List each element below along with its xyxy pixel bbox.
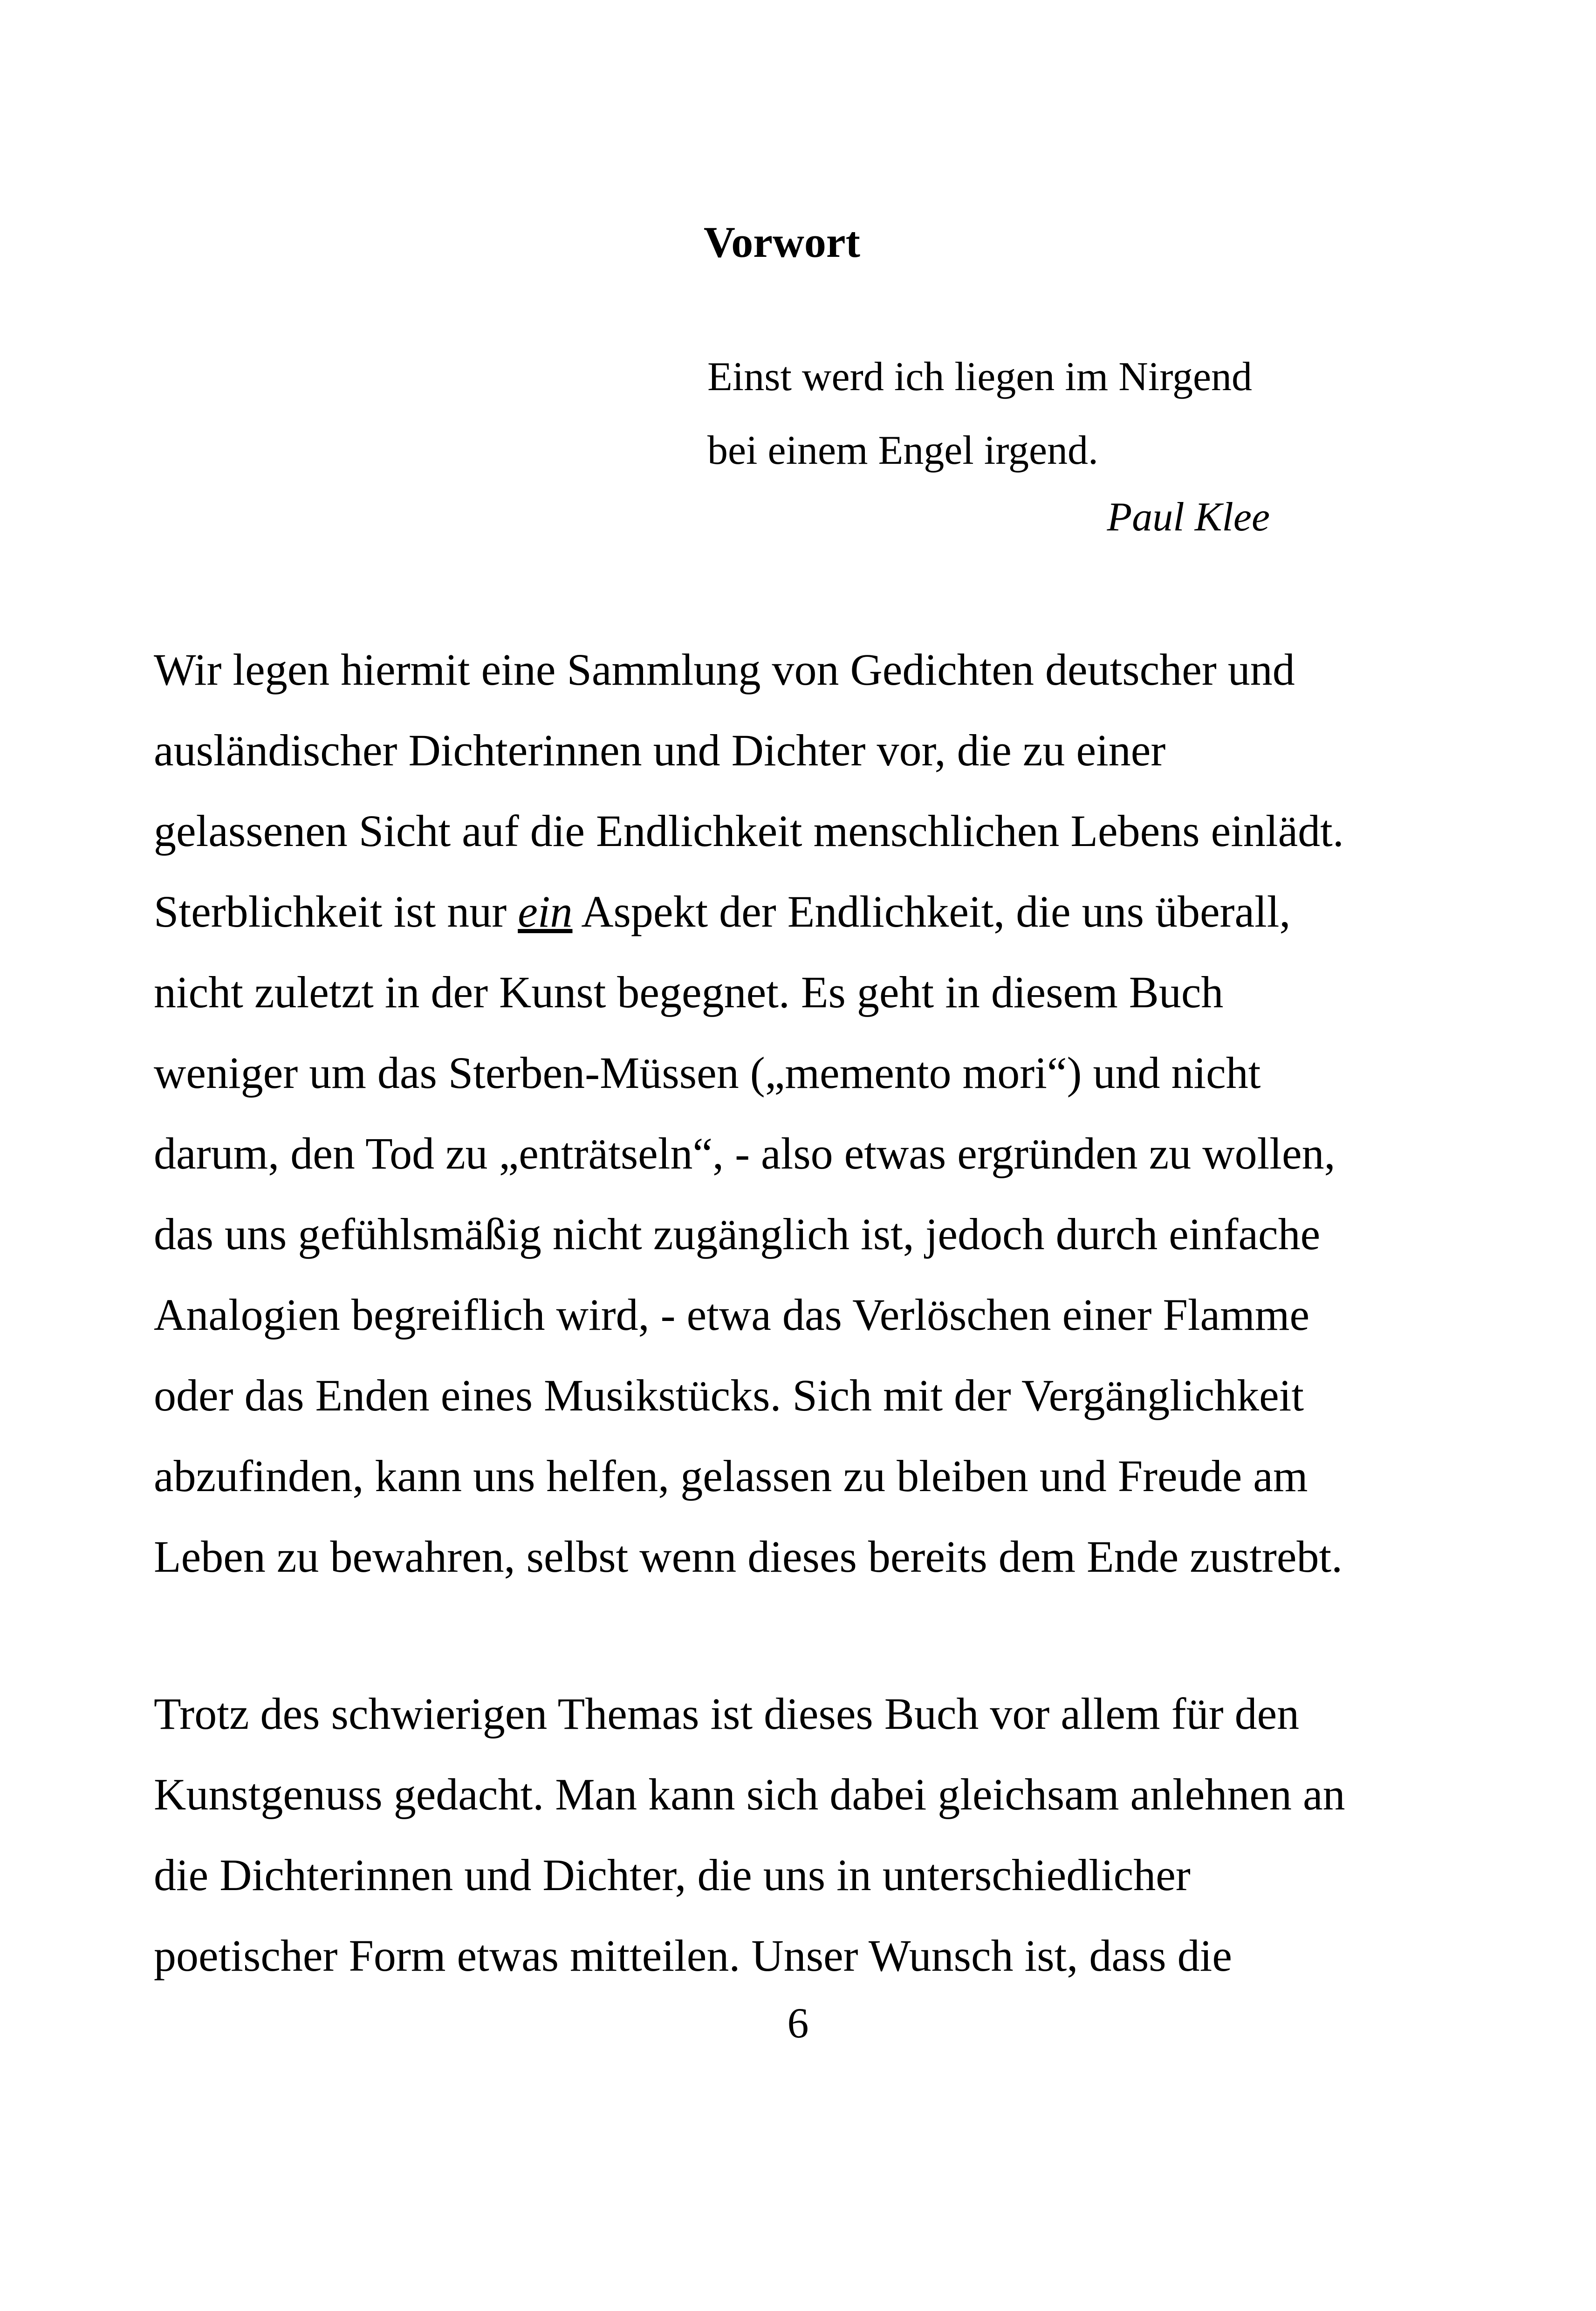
emphasized-word: ein: [518, 887, 573, 936]
text-line: die Dichterinnen und Dichter, die uns in unterschiedlicher: [154, 1850, 1191, 1900]
epigraph: [707, 340, 1252, 488]
text-line: Wir legen hiermit eine Sammlung von Gedichten deutscher und: [154, 645, 1295, 695]
epigraph-line: bei einem Engel irgend.: [707, 428, 1099, 473]
text-line: Leben zu bewahren, selbst wenn dieses bereits dem Ende zustrebt.: [154, 1532, 1343, 1582]
page-title: Vorwort: [704, 218, 860, 267]
text-line: das uns gefühlsmäßig nicht zugänglich ist, jedoch durch einfache: [154, 1209, 1321, 1259]
text-line: darum, den Tod zu „enträtseln“, - also etwas ergründen zu wollen,: [154, 1128, 1336, 1178]
text-line: oder das Enden eines Musikstücks. Sich mit der Vergänglichkeit: [154, 1370, 1304, 1420]
text-line: nicht zuletzt in der Kunst begegnet. Es geht in diesem Buch: [154, 967, 1224, 1017]
page-number: 6: [787, 1999, 809, 2047]
text-line: [154, 871, 1459, 952]
text-line: gelassenen Sicht auf die Endlichkeit menschlichen Lebens einlädt.: [154, 806, 1344, 856]
text-line: poetischer Form etwas mitteilen. Unser Wunsch ist, dass die: [154, 1931, 1232, 1981]
paragraph-1: [154, 629, 1459, 1597]
epigraph-author: Paul Klee: [1107, 495, 1270, 540]
epigraph-line: Einst werd ich liegen im Nirgend: [707, 354, 1253, 399]
paragraph-2: [154, 1673, 1459, 1996]
text-line: ausländischer Dichterinnen und Dichter vor, die zu einer: [154, 725, 1166, 775]
text-line: Kunstgenuss gedacht. Man kann sich dabei gleichsam anlehnen an: [154, 1769, 1345, 1819]
text-line: abzufinden, kann uns helfen, gelassen zu bleiben und Freude am: [154, 1451, 1308, 1501]
text-line: Trotz des schwierigen Themas ist dieses Buch vor allem für den: [154, 1689, 1300, 1739]
text-segment: Aspekt der Endlichkeit, die uns überall,: [572, 887, 1291, 936]
text-line: weniger um das Sterben-Müssen („memento mori“) und nicht: [154, 1048, 1261, 1098]
text-line: Analogien begreiflich wird, - etwa das Verlöschen einer Flamme: [154, 1290, 1310, 1340]
text-segment: Sterblichkeit ist nur: [154, 887, 518, 936]
